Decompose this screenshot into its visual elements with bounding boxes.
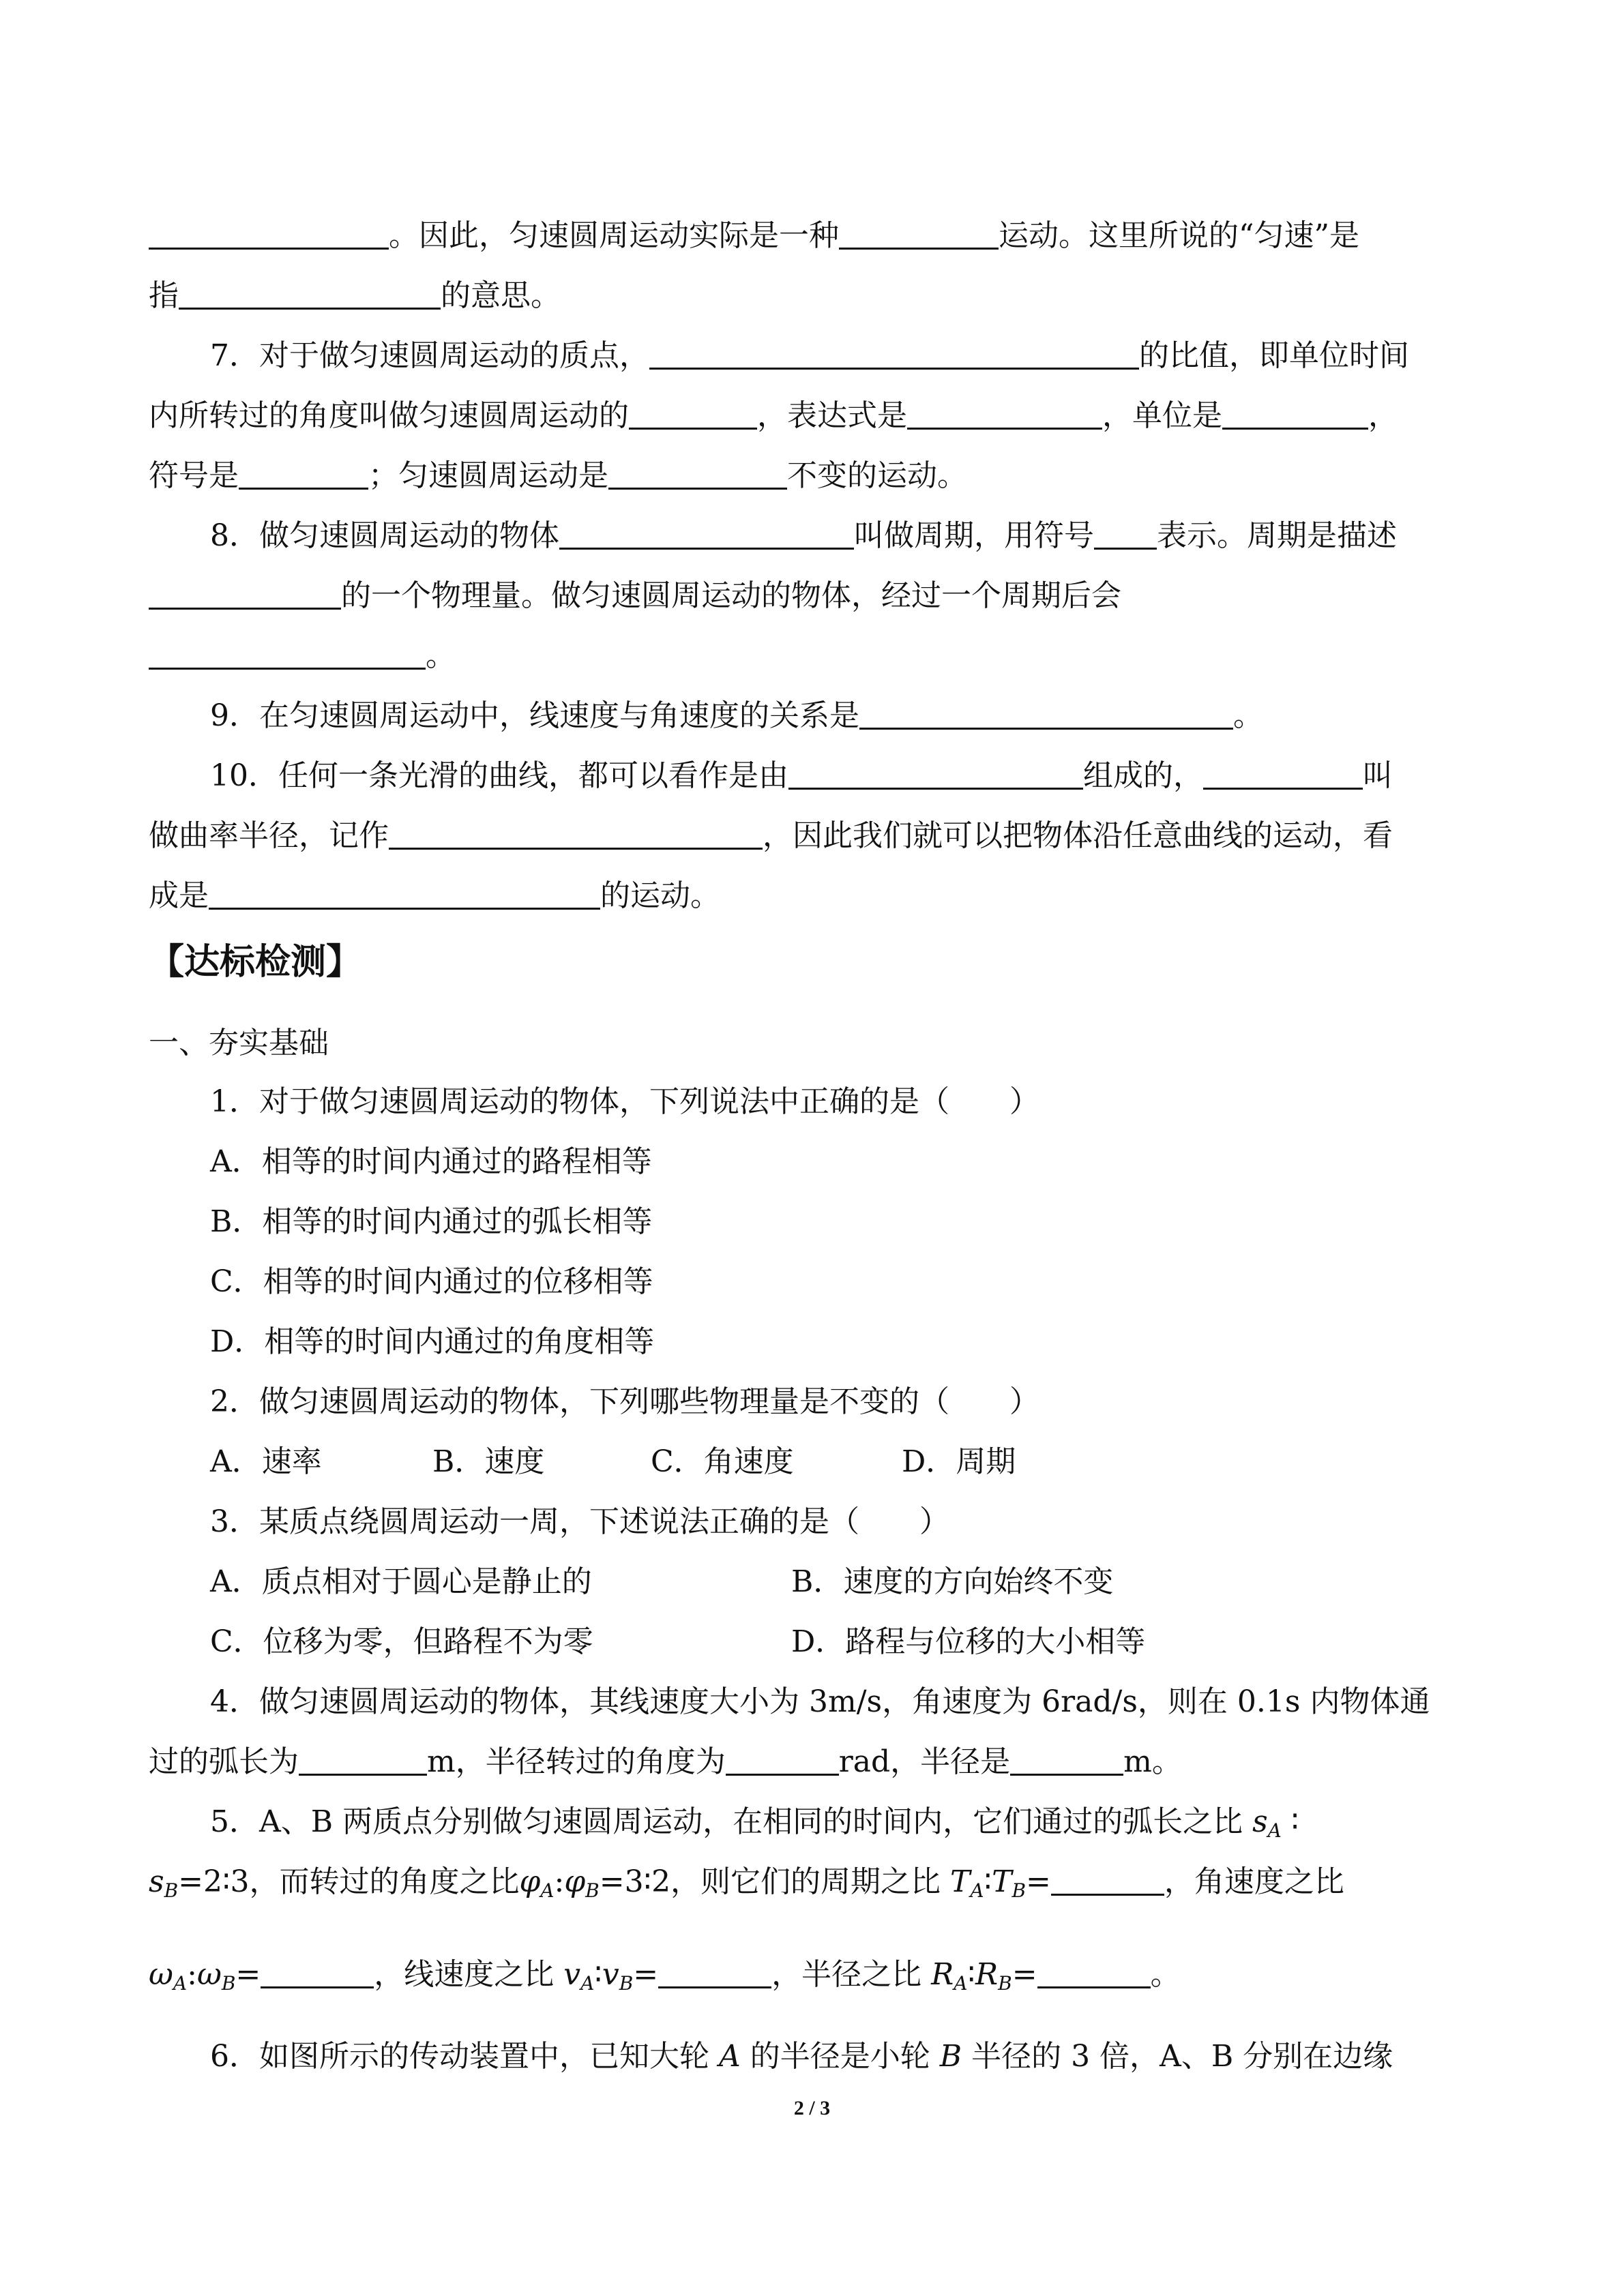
answer-blank xyxy=(608,458,787,490)
option-3d: D．路程与位移的大小相等 xyxy=(791,1624,1146,1659)
option-2b: B．速度 xyxy=(432,1444,545,1479)
question-4-line-2: 过的弧长为 m，半径转过的角度为 rad，半径是 m。 xyxy=(149,1744,1182,1779)
text-line: 指 的意思。 xyxy=(149,278,561,313)
option-2c: C．角速度 xyxy=(651,1444,794,1479)
answer-blank xyxy=(389,818,763,850)
question-7-line-2: 内所转过的角度叫做匀速圆周运动的 ，表达式是 ，单位是 ， xyxy=(149,398,1398,433)
question-10-line-1: 10．任何一条光滑的曲线，都可以看作是由 组成的， 叫 xyxy=(210,758,1393,793)
option-2a: A．速率 xyxy=(210,1444,322,1479)
answer-blank xyxy=(839,218,999,250)
answer-blank xyxy=(559,518,854,550)
mc-question-3: 3．某质点绕圆周运动一周，下述说法正确的是（ ） xyxy=(210,1504,949,1539)
answer-blank xyxy=(261,1956,374,1988)
question-10-line-3: 成是 的运动。 xyxy=(149,878,720,913)
answer-blank xyxy=(859,698,1233,730)
question-10-line-2: 做曲率半径，记作 ，因此我们就可以把物体沿任意曲线的运动，看 xyxy=(149,818,1393,853)
page-number: 2 / 3 xyxy=(793,2097,831,2119)
option-1c: C．相等的时间内通过的位移相等 xyxy=(210,1264,653,1299)
answer-blank xyxy=(907,398,1102,430)
answer-blank xyxy=(299,1744,427,1776)
answer-blank xyxy=(1203,758,1363,790)
question-9: 9．在匀速圆周运动中，线速度与角速度的关系是 。 xyxy=(210,698,1263,733)
answer-blank xyxy=(149,218,389,250)
answer-blank xyxy=(209,878,600,910)
option-1a: A．相等的时间内通过的路程相等 xyxy=(210,1144,652,1179)
option-3a: A．质点相对于圆心是静止的 xyxy=(210,1564,592,1599)
answer-blank xyxy=(1094,518,1157,550)
answer-blank xyxy=(239,458,368,490)
section-heading: 【达标检测】 xyxy=(149,942,362,983)
mc-question-1: 1．对于做匀速圆周运动的物体，下列说法中正确的是（ ） xyxy=(210,1084,1039,1119)
question-8-line-3: 。 xyxy=(149,636,456,676)
option-1d: D．相等的时间内通过的角度相等 xyxy=(210,1324,655,1359)
answer-blank xyxy=(149,638,426,670)
section-title: 一、夯实基础 xyxy=(149,1026,329,1060)
question-8-line-1: 8．做匀速圆周运动的物体 叫做周期，用符号 表示。周期是描述 xyxy=(210,518,1397,553)
text-line: 。因此，匀速圆周运动实际是一种 运动。这里所说的“匀速”是 xyxy=(149,215,1359,256)
answer-blank xyxy=(629,398,757,430)
question-7-line-3: 符号是 ；匀速圆周运动是 不变的运动。 xyxy=(149,458,967,493)
answer-blank xyxy=(179,278,441,310)
mc-question-2: 2．做匀速圆周运动的物体，下列哪些物理量是不变的（ ） xyxy=(210,1384,1039,1419)
option-3b: B．速度的方向始终不变 xyxy=(791,1564,1114,1599)
question-5-line-2: $s_B=2∶3$，而转过的角度之比$\varphi_A:\varphi_B=3∶2$，则它们的周期之比 $T_A∶T_B=$ ，角速度之比 xyxy=(149,1864,1344,1902)
option-3c: C．位移为零，但路程不为零 xyxy=(210,1624,593,1659)
question-6: 6．如图所示的传动装置中，已知大轮 A 的半径是小轮 B 半径的 3 倍，A、B 分别在边缘 xyxy=(210,2039,1393,2074)
option-2d: D．周期 xyxy=(902,1444,1016,1479)
answer-blank xyxy=(1222,398,1368,430)
answer-blank xyxy=(1051,1864,1164,1896)
answer-blank xyxy=(649,338,1139,370)
answer-blank xyxy=(788,758,1083,790)
question-4-line-1: 4．做匀速圆周运动的物体，其线速度大小为 3m/s，角速度为 6rad/s，则在 0.1s 内物体通 xyxy=(210,1684,1430,1719)
question-7-line-1: 7．对于做匀速圆周运动的质点， 的比值，即单位时间 xyxy=(210,338,1409,373)
answer-blank xyxy=(149,578,341,610)
option-1b: B．相等的时间内通过的弧长相等 xyxy=(210,1204,653,1239)
answer-blank xyxy=(658,1956,771,1988)
question-8-line-2: 的一个物理量。做匀速圆周运动的物体，经过一个周期后会 xyxy=(149,576,1121,616)
answer-blank xyxy=(726,1744,839,1776)
answer-blank xyxy=(1010,1744,1123,1776)
question-5-line-1: 5．A、B 两质点分别做匀速圆周运动，在相同的时间内，它们通过的弧长之比 $s_A$ ∶ xyxy=(210,1804,1299,1842)
answer-blank xyxy=(1037,1956,1151,1988)
question-5-line-3: $\omega_A:\omega_B=$ ，线速度之比 $v_A∶v_B=$ ，半径之比 $R_A∶R_B=$ 。 xyxy=(149,1957,1181,1995)
